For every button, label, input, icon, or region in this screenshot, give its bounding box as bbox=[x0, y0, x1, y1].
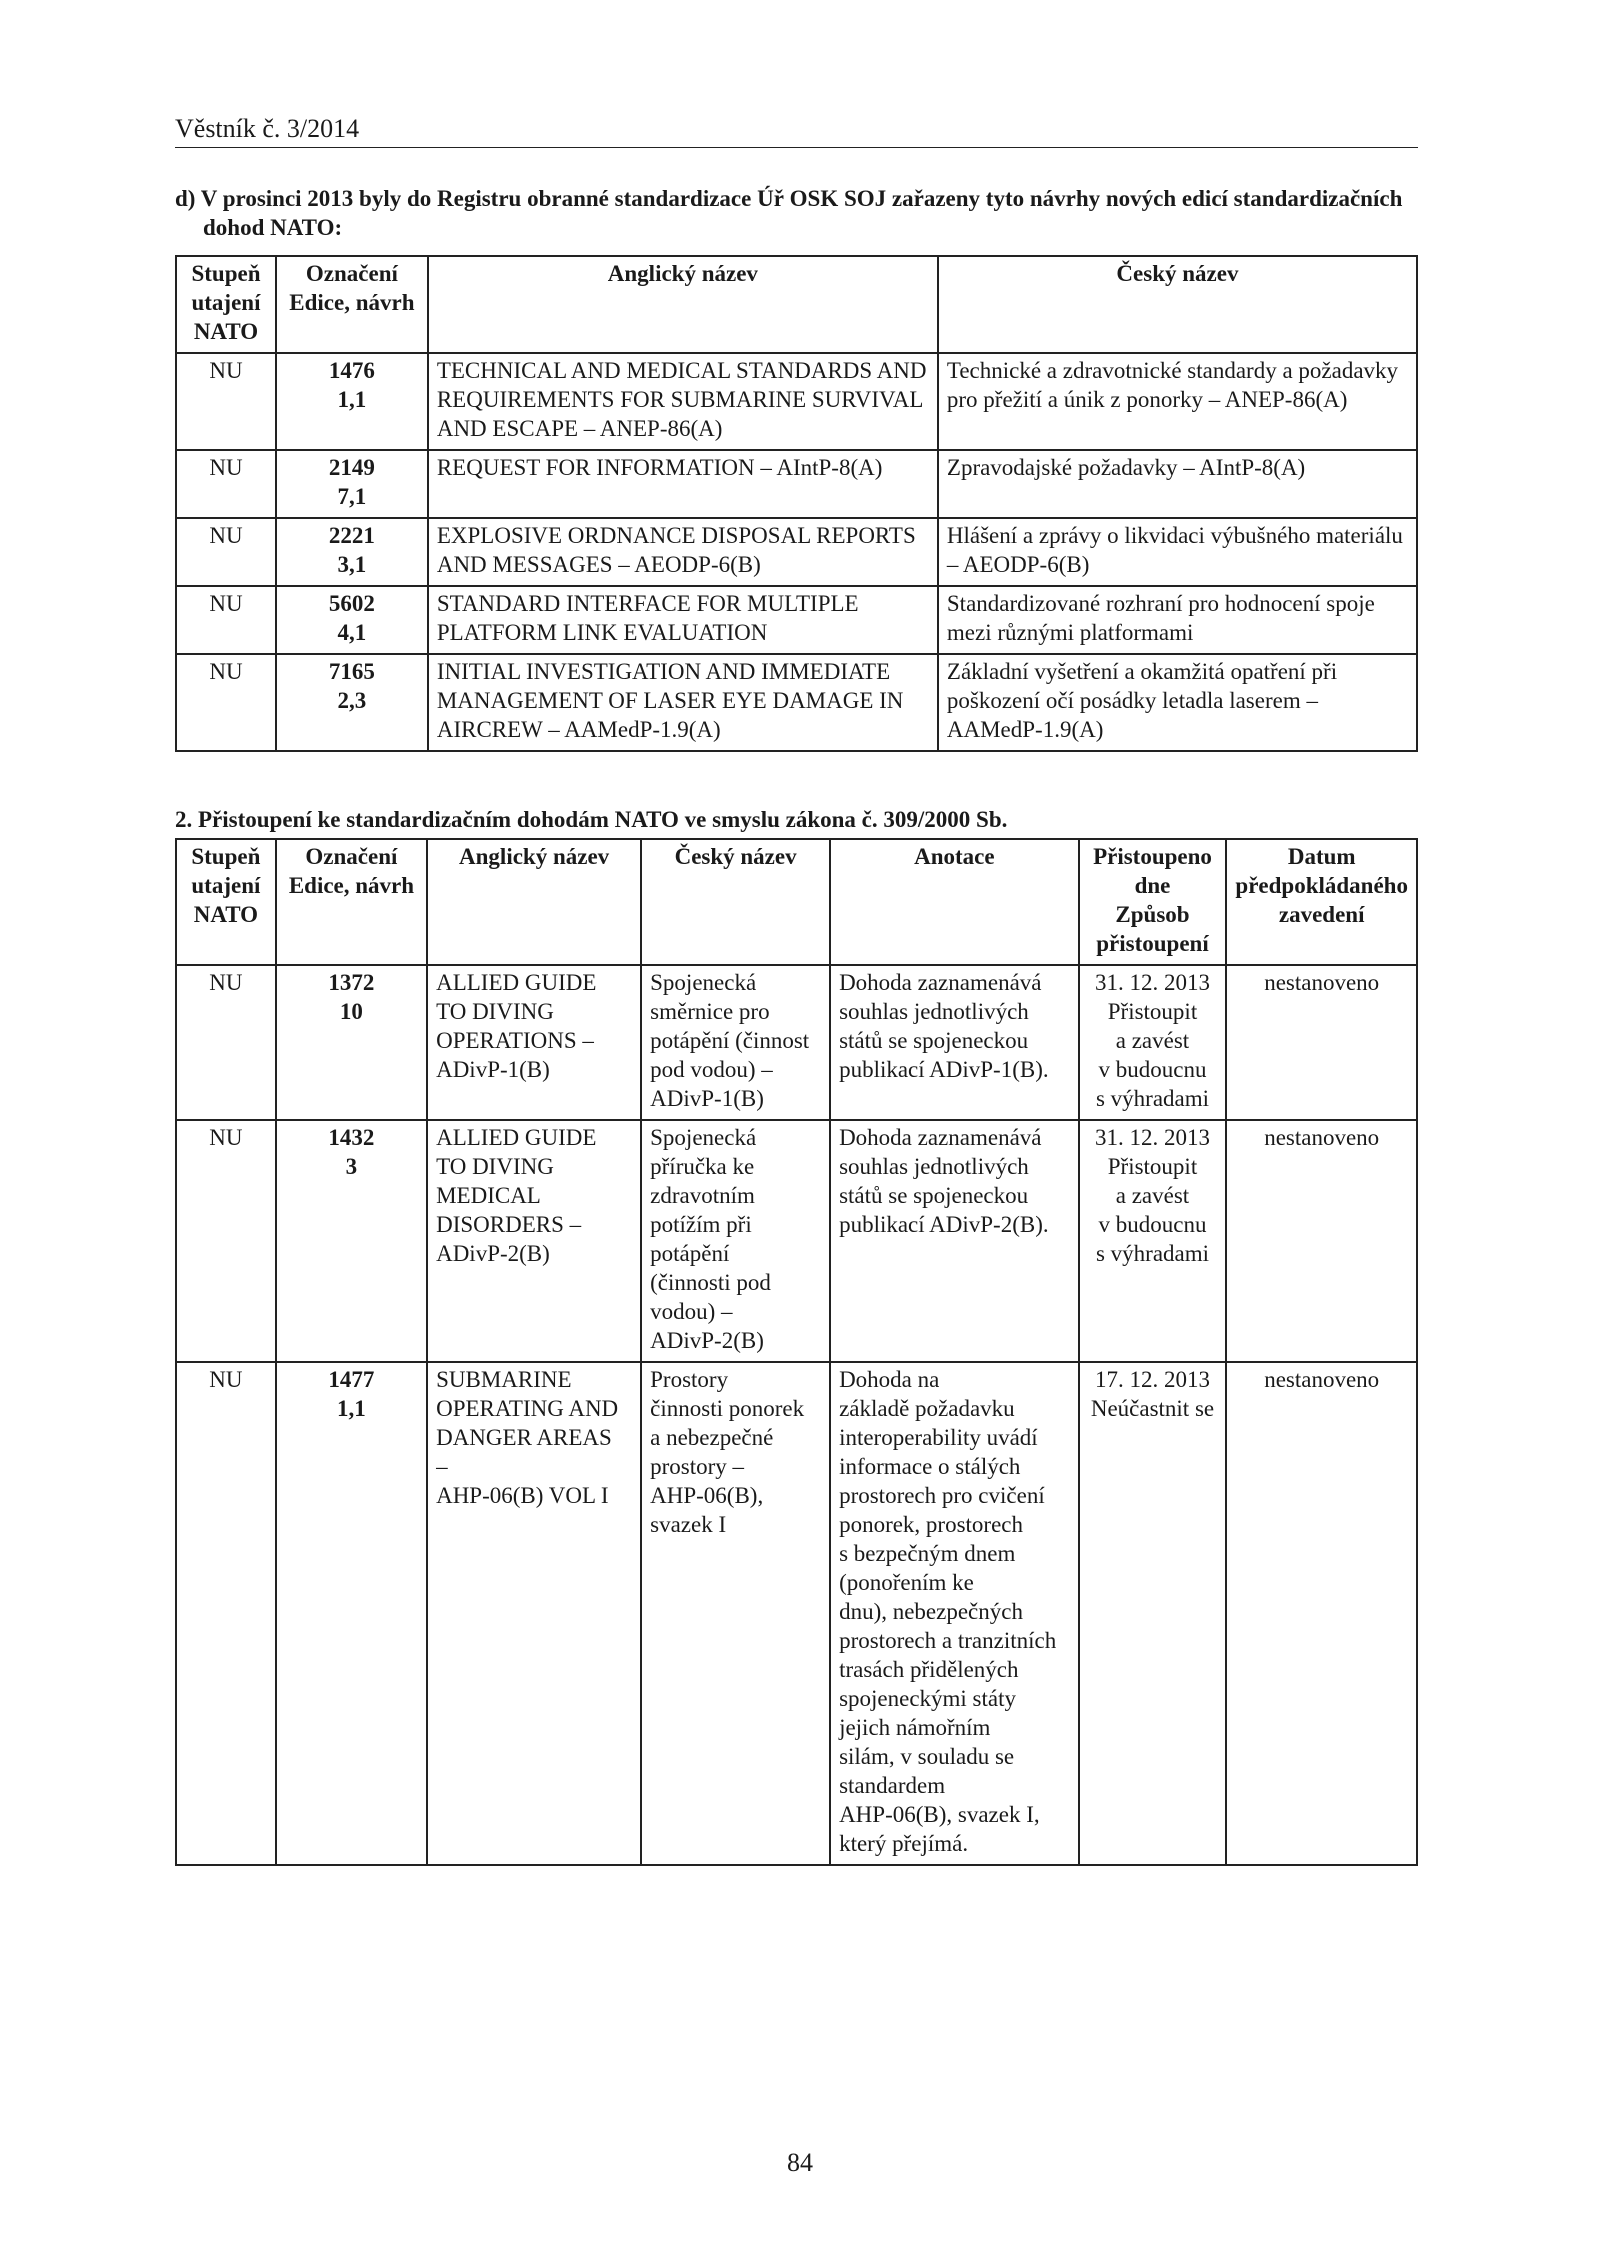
column-header-accession: Přistoupeno dne Způsob přistoupení bbox=[1079, 839, 1227, 965]
annotation-cell: Dohoda na základě požadavku interoperability uvádí informace o stálých prostorech pro cvičení ponorek, prostorech s bezpečným dnem (ponořením ke dnu), nebezpečných prostorech a tranzitních trasách přidělených spojeneckými státy jejich námořním silám, v souladu se standardem AHP-06(B), svazek I, který přejímá. bbox=[830, 1362, 1079, 1865]
designation-cell bbox=[276, 1120, 427, 1362]
english-name-cell: SUBMARINE OPERATING AND DANGER AREAS – AHP-06(B) VOL I bbox=[427, 1362, 641, 1865]
standard-number: 2149 bbox=[328, 455, 375, 480]
column-header-czech-name: Český název bbox=[938, 256, 1417, 353]
designation-cell bbox=[276, 654, 428, 751]
section-d-heading-line2: dohod NATO: bbox=[203, 215, 343, 240]
accession-cell: 31. 12. 2013 Přistoupit a zavést v budoucnu s výhradami bbox=[1079, 1120, 1227, 1362]
czech-name-cell: Základní vyšetření a okamžitá opatření při poškození očí posádky letadla laserem – AAMedP-1.9(A) bbox=[938, 654, 1417, 751]
journal-title: Věstník č. 3/2014 bbox=[175, 114, 360, 143]
table-header-row bbox=[176, 839, 1417, 965]
level-cell: NU bbox=[176, 965, 276, 1120]
column-header-annotation: Anotace bbox=[830, 839, 1079, 965]
new-editions-table bbox=[175, 255, 1418, 752]
edition-draft: 1,1 bbox=[337, 387, 367, 412]
english-name-cell: TECHNICAL AND MEDICAL STANDARDS AND REQUIREMENTS FOR SUBMARINE SURVIVAL AND ESCAPE – ANEP-86(A) bbox=[428, 353, 938, 450]
designation-cell bbox=[276, 965, 427, 1120]
accession-cell: 17. 12. 2013 Neúčastnit se bbox=[1079, 1362, 1227, 1865]
english-name-cell: REQUEST FOR INFORMATION – AIntP-8(A) bbox=[428, 450, 938, 518]
edition-draft: 4,1 bbox=[337, 620, 367, 645]
annotation-cell: Dohoda zaznamenává souhlas jednotlivých států se spojeneckou publikací ADivP-1(B). bbox=[830, 965, 1079, 1120]
table-row bbox=[176, 965, 1417, 1120]
annotation-cell: Dohoda zaznamenává souhlas jednotlivých států se spojeneckou publikací ADivP-2(B). bbox=[830, 1120, 1079, 1362]
edition-draft: 3,1 bbox=[337, 552, 367, 577]
accession-cell: 31. 12. 2013 Přistoupit a zavést v budoucnu s výhradami bbox=[1079, 965, 1227, 1120]
table-row bbox=[176, 654, 1417, 751]
section-d-heading bbox=[175, 184, 1425, 242]
standard-number: 5602 bbox=[328, 591, 375, 616]
level-cell: NU bbox=[176, 353, 276, 450]
designation-cell bbox=[276, 1362, 427, 1865]
edition-draft: 1,1 bbox=[337, 1396, 366, 1421]
column-header-implementation-date: Datum předpokládaného zavedení bbox=[1226, 839, 1417, 965]
section-2-heading: 2. Přistoupení ke standardizačním dohodám NATO ve smyslu zákona č. 309/2000 Sb. bbox=[175, 807, 1008, 832]
level-cell: NU bbox=[176, 1120, 276, 1362]
czech-name-cell: Spojenecká příručka ke zdravotním potížím při potápění (činnosti pod vodou) – ADivP-2(B) bbox=[641, 1120, 830, 1362]
page-header bbox=[175, 112, 1418, 148]
czech-name-cell: Spojenecká směrnice pro potápění (činnost pod vodou) – ADivP-1(B) bbox=[641, 965, 830, 1120]
standard-number: 1372 bbox=[328, 970, 375, 995]
standard-number: 7165 bbox=[328, 659, 375, 684]
czech-name-cell: Technické a zdravotnické standardy a požadavky pro přežití a únik z ponorky – ANEP-86(A) bbox=[938, 353, 1417, 450]
table-row bbox=[176, 1362, 1417, 1865]
table-header-row bbox=[176, 256, 1417, 353]
level-cell: NU bbox=[176, 518, 276, 586]
column-header-designation: Označení Edice, návrh bbox=[276, 839, 427, 965]
column-header-designation: Označení Edice, návrh bbox=[276, 256, 428, 353]
implementation-date-cell: nestanoveno bbox=[1226, 965, 1417, 1120]
level-cell: NU bbox=[176, 654, 276, 751]
czech-name-cell: Prostory činnosti ponorek a nebezpečné prostory – AHP-06(B), svazek I bbox=[641, 1362, 830, 1865]
implementation-date-cell: nestanoveno bbox=[1226, 1362, 1417, 1865]
table-row bbox=[176, 586, 1417, 654]
edition-draft: 3 bbox=[345, 1154, 358, 1179]
level-cell: NU bbox=[176, 450, 276, 518]
column-header-czech-name: Český název bbox=[641, 839, 830, 965]
accession-table bbox=[175, 838, 1418, 1866]
designation-cell bbox=[276, 353, 428, 450]
english-name-cell: ALLIED GUIDE TO DIVING MEDICAL DISORDERS – ADivP-2(B) bbox=[427, 1120, 641, 1362]
designation-cell bbox=[276, 450, 428, 518]
edition-draft: 2,3 bbox=[337, 688, 367, 713]
column-header-level: Stupeň utajení NATO bbox=[176, 256, 276, 353]
implementation-date-cell: nestanoveno bbox=[1226, 1120, 1417, 1362]
table-row bbox=[176, 518, 1417, 586]
designation-cell bbox=[276, 518, 428, 586]
standard-number: 1432 bbox=[328, 1125, 375, 1150]
designation-cell bbox=[276, 586, 428, 654]
table-row bbox=[176, 353, 1417, 450]
column-header-level: Stupeň utajení NATO bbox=[176, 839, 276, 965]
english-name-cell: ALLIED GUIDE TO DIVING OPERATIONS – ADivP-1(B) bbox=[427, 965, 641, 1120]
table-row bbox=[176, 450, 1417, 518]
english-name-cell: STANDARD INTERFACE FOR MULTIPLE PLATFORM LINK EVALUATION bbox=[428, 586, 938, 654]
standard-number: 1477 bbox=[328, 1367, 375, 1392]
column-header-english-name: Anglický název bbox=[427, 839, 641, 965]
standard-number: 2221 bbox=[328, 523, 375, 548]
column-header-english-name: Anglický název bbox=[428, 256, 938, 353]
page-number: 84 bbox=[787, 2148, 813, 2177]
level-cell: NU bbox=[176, 1362, 276, 1865]
edition-draft: 7,1 bbox=[337, 484, 367, 509]
czech-name-cell: Zpravodajské požadavky – AIntP-8(A) bbox=[938, 450, 1417, 518]
czech-name-cell: Standardizované rozhraní pro hodnocení spoje mezi různými platformami bbox=[938, 586, 1417, 654]
section-d-heading-line1: d) V prosinci 2013 byly do Registru obranné standardizace Úř OSK SOJ zařazeny tyto návrhy nových edicí standardizačních bbox=[175, 186, 1403, 211]
english-name-cell: EXPLOSIVE ORDNANCE DISPOSAL REPORTS AND MESSAGES – AEODP-6(B) bbox=[428, 518, 938, 586]
level-cell: NU bbox=[176, 586, 276, 654]
table-row bbox=[176, 1120, 1417, 1362]
english-name-cell: INITIAL INVESTIGATION AND IMMEDIATE MANAGEMENT OF LASER EYE DAMAGE IN AIRCREW – AAMedP-1.9(A) bbox=[428, 654, 938, 751]
edition-draft: 10 bbox=[339, 999, 363, 1024]
czech-name-cell: Hlášení a zprávy o likvidaci výbušného materiálu – AEODP-6(B) bbox=[938, 518, 1417, 586]
standard-number: 1476 bbox=[328, 358, 375, 383]
